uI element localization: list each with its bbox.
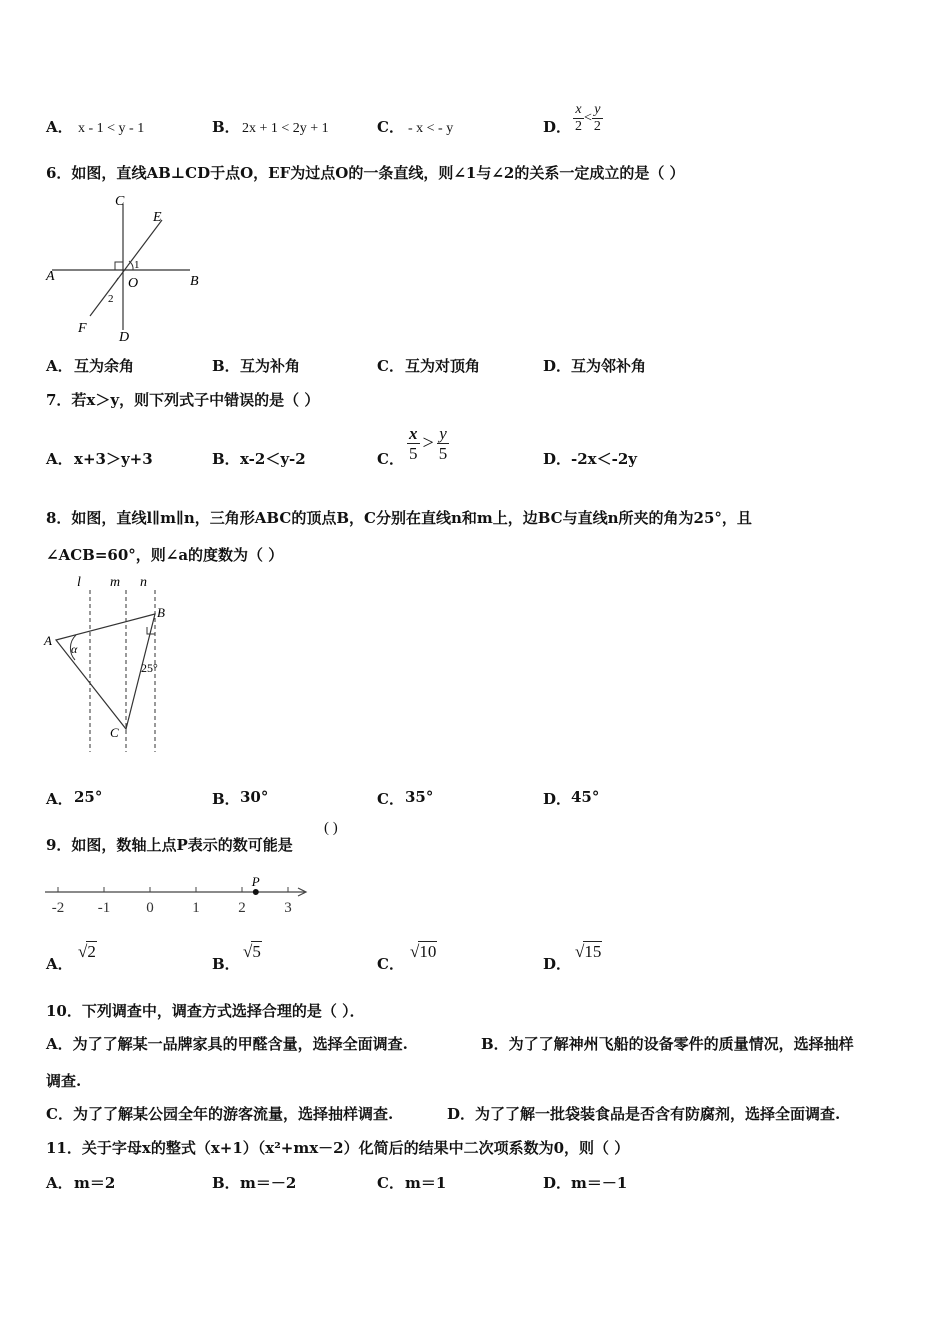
q8-option-a-text: 25°	[74, 788, 103, 806]
label-angle-2: 2	[108, 293, 114, 305]
label-l: l	[77, 575, 81, 590]
q8-stem-line1: 8．如图，直线l∥m∥n，三角形ABC的顶点B，C分别在直线n和m上，边BC与直线n所夹的角为25°，且	[46, 509, 752, 527]
q8-stem-line2: ∠ACB=60°，则∠a的度数为（ ）	[46, 546, 284, 564]
frac-den: 5	[409, 444, 418, 463]
q7-option-d-text: -2x＜-2y	[571, 450, 637, 468]
radicand: 2	[87, 942, 96, 961]
label-a: A	[46, 269, 55, 284]
q8-figure	[40, 572, 180, 757]
angle-2-arc	[116, 278, 118, 281]
radicand: 5	[252, 942, 261, 961]
axis-tick-label: 2	[238, 900, 246, 916]
q9-option-a-sqrt	[78, 941, 97, 962]
q10-stem: 10．下列调查中，调查方式选择合理的是（ ）．	[46, 1002, 365, 1020]
frac-num: x	[409, 424, 418, 443]
frac-den: 2	[575, 119, 582, 134]
q10-option-b-line2: 调查.	[46, 1072, 82, 1090]
q7-option-b-label: B．	[212, 450, 240, 468]
q5-option-a-text: x - 1 < y - 1	[78, 121, 145, 136]
q11-option-d-label: D．	[543, 1174, 572, 1192]
q10-option-d: D．为了了解一批袋装食品是否含有防腐剂，选择全面调查.	[447, 1105, 841, 1123]
frac-den: 2	[593, 119, 601, 134]
label-o: O	[128, 276, 139, 291]
radicand: 10	[419, 942, 437, 961]
q6-option-c-label: C．	[377, 357, 404, 375]
frac-num: y	[594, 102, 601, 117]
q7-option-c-expr	[407, 425, 449, 462]
radical-sign-icon: √	[243, 942, 253, 961]
label-b: B	[157, 605, 165, 620]
label-alpha: α	[71, 642, 78, 656]
q8-option-a-label: A．	[46, 790, 73, 808]
label-angle-1: 1	[134, 259, 140, 271]
label-m: m	[110, 575, 121, 590]
q7-option-a-text: x+3＞y+3	[74, 450, 153, 468]
q5-option-b-text: 2x + 1 < 2y + 1	[242, 121, 329, 136]
line-ef	[90, 220, 162, 316]
q10-option-c: C．为了了解某公园全年的游客流量，选择抽样调查.	[46, 1105, 394, 1123]
q8-option-d-text: 45°	[571, 788, 600, 806]
q9-number-line	[40, 872, 315, 917]
point-p	[253, 889, 259, 895]
label-c: C	[110, 725, 119, 740]
label-f: F	[78, 321, 87, 336]
q5-option-d-expr	[573, 103, 603, 134]
q5-option-b-label: B．	[212, 118, 240, 136]
q11-option-a-text: m＝2	[74, 1174, 116, 1192]
radicand: 15	[584, 942, 602, 961]
q8-option-b-text: 30°	[240, 788, 269, 806]
q5-option-a-label: A．	[46, 118, 73, 136]
q6-option-d-label: D．	[543, 357, 572, 375]
q11-option-b-label: B．	[212, 1174, 240, 1192]
q8-option-b-label: B．	[212, 790, 240, 808]
q9-option-a-label: A．	[46, 955, 73, 973]
q6-option-a-text: 互为余角	[74, 357, 135, 375]
q9-option-d-sqrt	[575, 941, 602, 962]
axis-tick-label: -1	[97, 900, 111, 916]
q7-option-b-text: x-2＜y-2	[240, 450, 306, 468]
axis-tick-label: -2	[51, 900, 65, 916]
q6-stem: 6．如图，直线AB⊥CD于点O，EF为过点O的一条直线，则∠1与∠2的关系一定成立的是（ ）	[46, 164, 685, 182]
q8-option-c-label: C．	[377, 790, 404, 808]
q9-stem: 9．如图，数轴上点P表示的数可能是	[46, 836, 293, 854]
axis-tick-label: 1	[192, 900, 200, 916]
right-angle-mark	[115, 262, 123, 270]
label-b: B	[190, 274, 199, 289]
q5-option-c-text: - x < - y	[408, 121, 454, 136]
q8-option-d-label: D．	[543, 790, 572, 808]
q5-option-c-label: C．	[377, 118, 404, 136]
label-d: D	[119, 330, 130, 345]
label-p: P	[251, 874, 260, 889]
label-c: C	[115, 194, 125, 209]
q9-option-d-label: D．	[543, 955, 572, 973]
q6-option-b-text: 互为补角	[240, 357, 301, 375]
frac-num: y	[439, 424, 447, 443]
q7-option-d-label: D．	[543, 450, 572, 468]
q9-option-b-sqrt	[243, 941, 262, 962]
q11-stem: 11．关于字母x的整式（x+1）（x²+mx－2）化简后的结果中二次项系数为0，则（ ）	[46, 1139, 630, 1157]
q5-option-d-label: D．	[543, 118, 572, 136]
q11-option-d-text: m＝－1	[571, 1174, 628, 1192]
q6-option-c-text: 互为对顶角	[405, 357, 481, 375]
q6-figure	[40, 190, 215, 345]
q7-option-a-label: A．	[46, 450, 73, 468]
relation: <	[584, 110, 592, 126]
q9-option-c-sqrt	[410, 941, 437, 962]
q9-option-b-label: B．	[212, 955, 240, 973]
q7-option-c-label: C．	[377, 450, 404, 468]
q6-option-a-label: A．	[46, 357, 73, 375]
q11-option-c-text: m＝1	[405, 1174, 447, 1192]
axis-tick-label: 3	[284, 900, 292, 916]
frac-den: 5	[438, 444, 448, 463]
label-n: n	[140, 575, 147, 590]
q6-option-b-label: B．	[212, 357, 240, 375]
q10-option-a: A．为了了解某一品牌家具的甲醛含量，选择全面调查.	[46, 1035, 408, 1053]
frac-num: x	[575, 102, 582, 117]
radical-sign-icon: √	[575, 942, 585, 961]
q9-answer-paren: ( )	[324, 820, 338, 836]
q6-option-d-text: 互为邻补角	[571, 357, 647, 375]
q8-option-c-text: 35°	[405, 788, 434, 806]
radical-sign-icon: √	[78, 942, 88, 961]
label-e: E	[153, 210, 162, 225]
q9-option-c-label: C．	[377, 955, 404, 973]
q11-option-b-text: m＝－2	[240, 1174, 297, 1192]
label-a: A	[44, 633, 52, 648]
q7-stem: 7．若x＞y，则下列式子中错误的是（ ）	[46, 391, 320, 409]
axis-tick-label: 0	[146, 900, 154, 916]
q11-option-c-label: C．	[377, 1174, 404, 1192]
label-25deg: 25°	[141, 661, 158, 675]
q10-option-b-line1: B．为了了解神州飞船的设备零件的质量情况，选择抽样	[481, 1035, 854, 1053]
q11-option-a-label: A．	[46, 1174, 73, 1192]
radical-sign-icon: √	[410, 942, 420, 961]
relation: >	[422, 432, 434, 454]
